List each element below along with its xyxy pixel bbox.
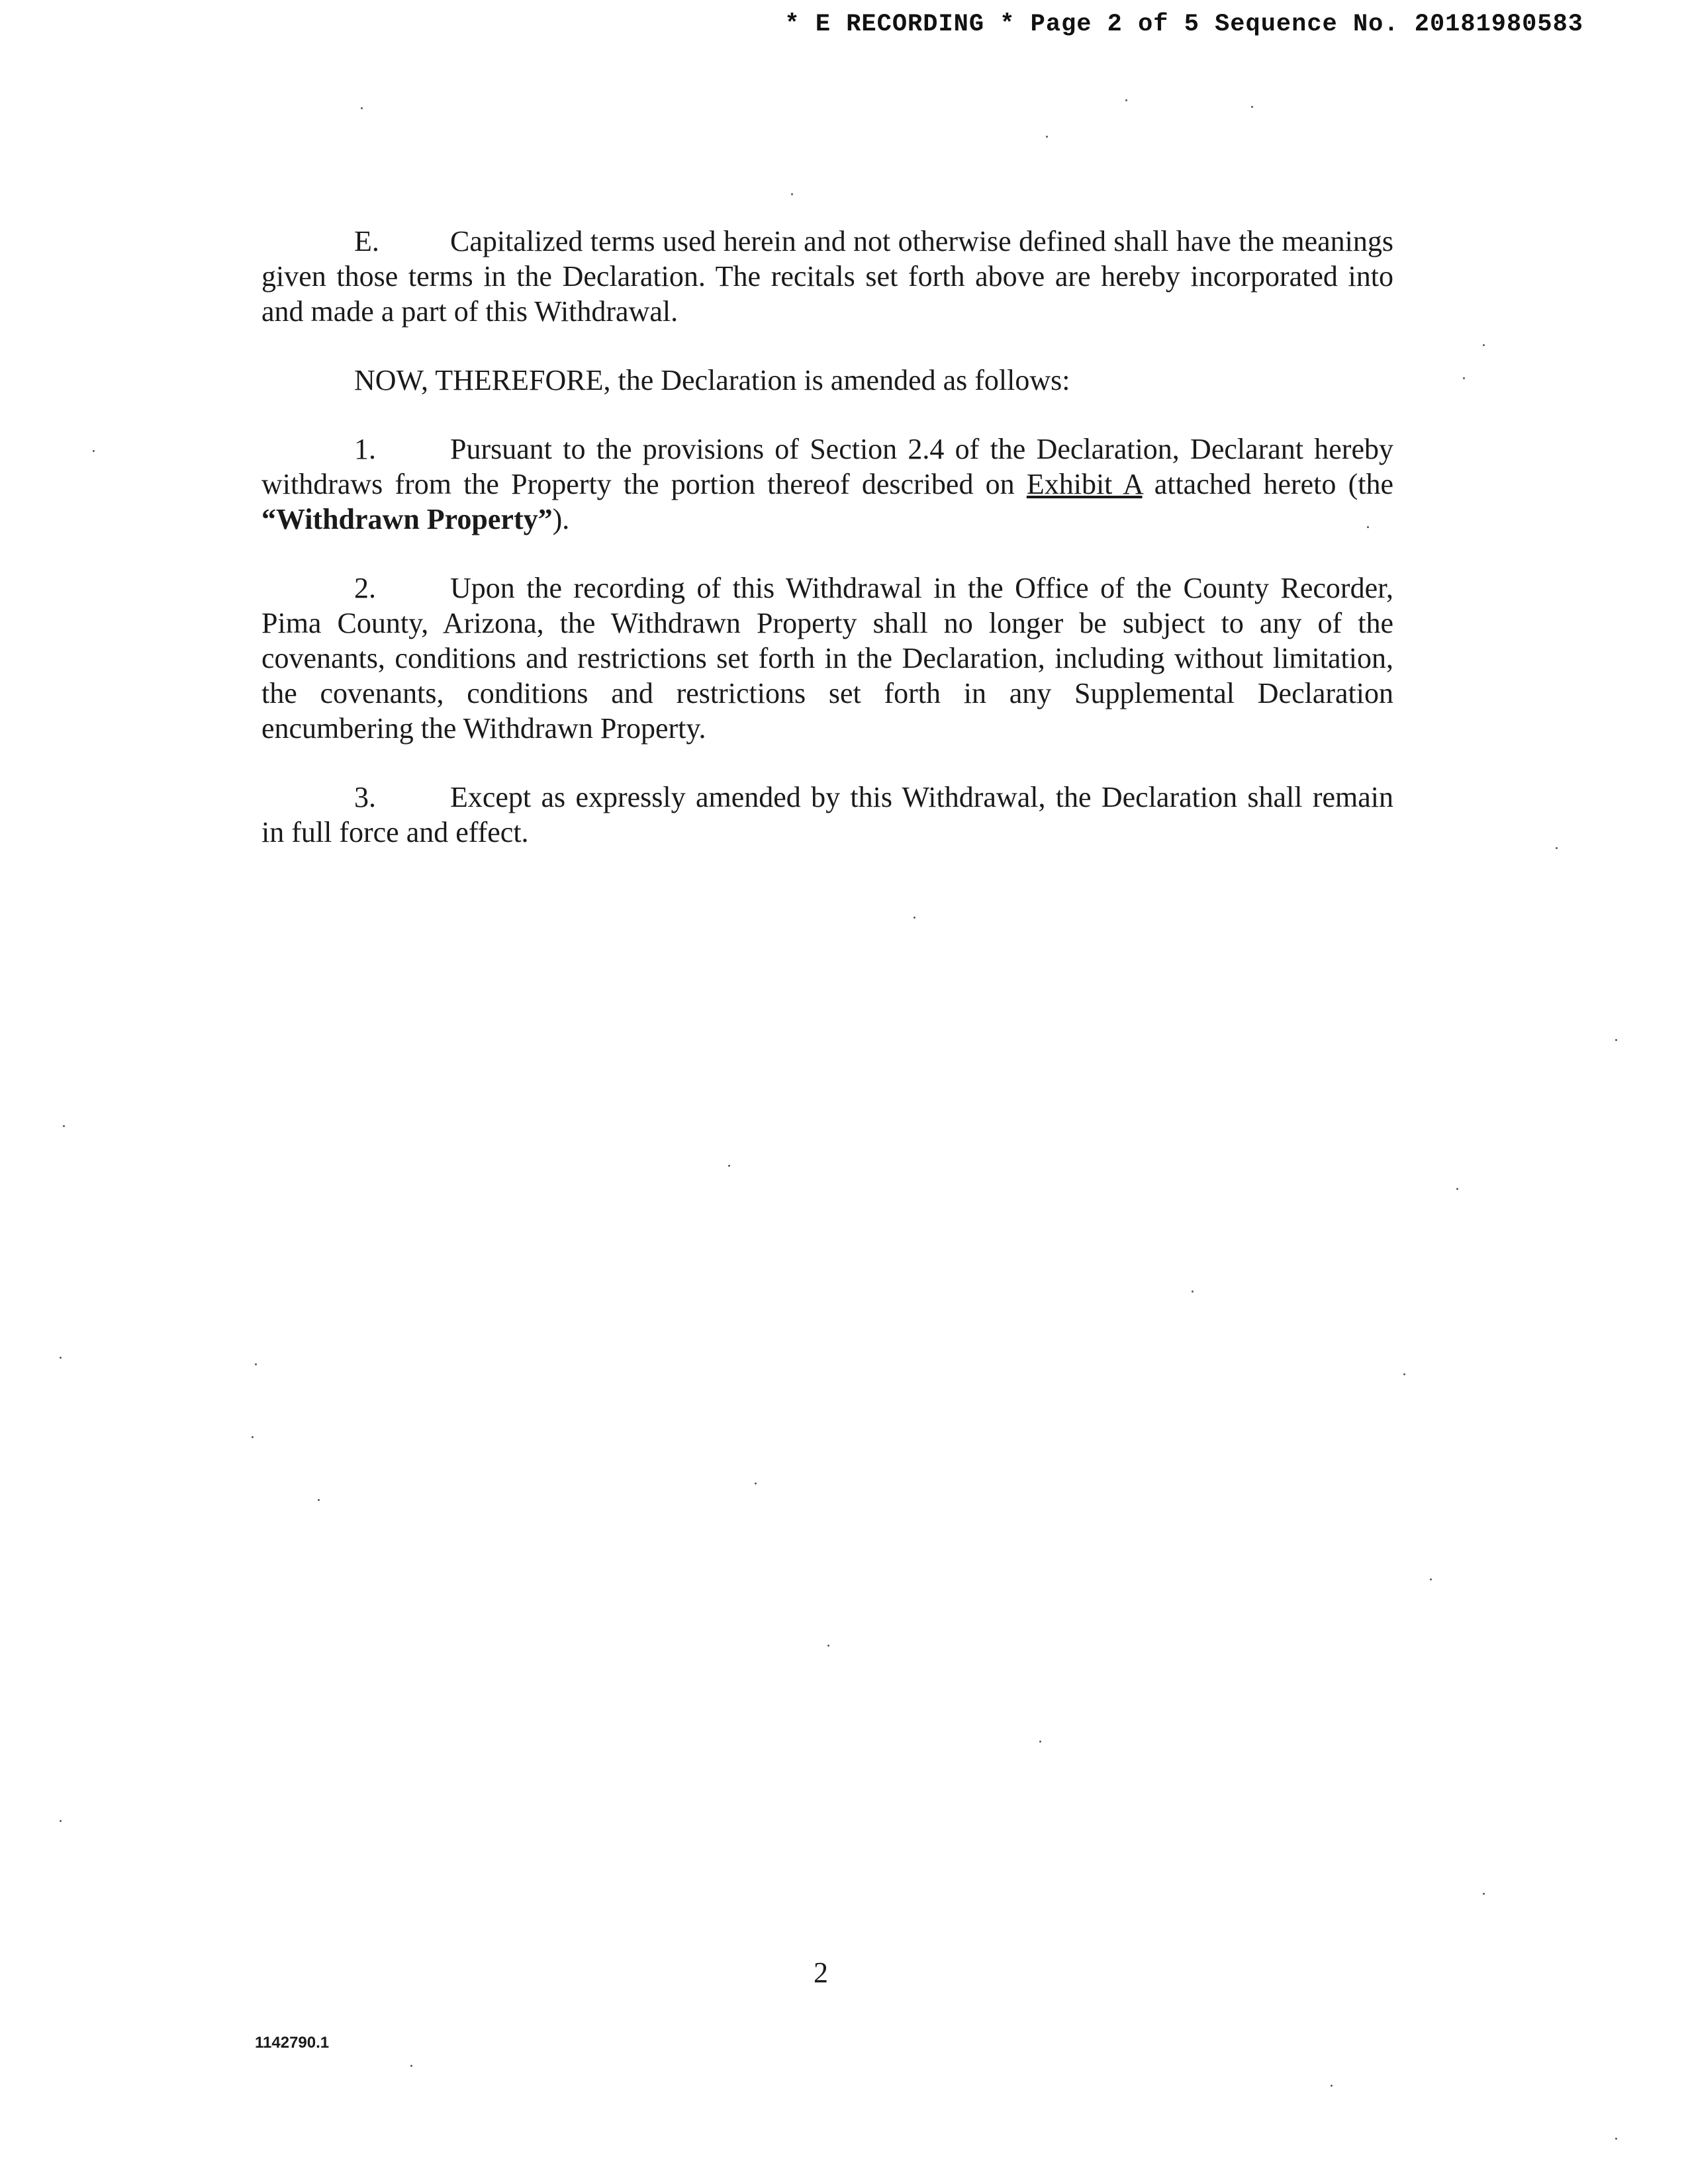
paragraph-2-label: 2. xyxy=(354,572,376,604)
scan-speck xyxy=(1483,1893,1485,1895)
page-number: 2 xyxy=(814,1956,828,1989)
scan-speck xyxy=(1039,1741,1041,1743)
scan-speck xyxy=(728,1165,730,1167)
document-body xyxy=(261,224,1393,884)
paragraph-3-text: Except as expressly amended by this Withdrawal, the Declaration shall remain in full force and effect. xyxy=(261,781,1393,848)
scan-speck xyxy=(318,1499,320,1501)
scan-speck xyxy=(1367,526,1369,528)
scan-speck xyxy=(1403,1373,1405,1375)
paragraph-2 xyxy=(261,570,1393,746)
scan-speck xyxy=(1483,344,1485,346)
amendment-intro: NOW, THEREFORE, the Declaration is amended as follows: xyxy=(354,364,1070,396)
paragraph-1 xyxy=(261,432,1393,537)
paragraph-3 xyxy=(261,780,1393,850)
scan-speck xyxy=(93,450,95,452)
scan-speck xyxy=(361,107,363,109)
scan-speck xyxy=(1456,1188,1458,1190)
scan-speck xyxy=(914,917,915,919)
scan-speck xyxy=(60,1820,62,1822)
scan-speck xyxy=(255,1363,257,1365)
withdrawn-property-term: “Withdrawn Property” xyxy=(261,503,553,535)
recording-stamp: * E RECORDING * Page 2 of 5 Sequence No. 20181980583 xyxy=(784,11,1583,38)
scan-speck xyxy=(755,1482,757,1484)
paragraph-e-label: E. xyxy=(354,225,379,257)
paragraph-1-text-after: ). xyxy=(552,503,570,535)
paragraph-e-text: Capitalized terms used herein and not otherwise defined shall have the meanings given those terms in the Declaration. The recitals set forth above are hereby incorporated into and made a part of this Withdrawal. xyxy=(261,225,1393,328)
paragraph-1-text-before: Pursuant to the provisions of Section 2.4 of the Declaration, Declarant hereby withdraws from the Property the portion thereof described on xyxy=(261,433,1393,500)
scan-speck xyxy=(791,193,793,195)
paragraph-e xyxy=(261,224,1393,329)
scan-speck xyxy=(63,1125,65,1127)
scan-speck xyxy=(1331,2085,1333,2087)
scan-speck xyxy=(1615,1039,1617,1041)
paragraph-1-label: 1. xyxy=(354,433,376,465)
document-id: 1142790.1 xyxy=(255,2034,330,2052)
scan-speck xyxy=(252,1436,254,1438)
scan-speck xyxy=(1615,2138,1617,2140)
paragraph-2-text: Upon the recording of this Withdrawal in the Office of the County Recorder, Pima County, Arizona, the Withdrawn Property shall no longer be subject to any of the covenants, conditions and restrictions set forth in the Declaration, including without limitation, the covenants, conditions and restrictions set forth in any Supplemental Declaration encumbering the Withdrawn Property. xyxy=(261,572,1393,745)
scan-speck xyxy=(827,1645,829,1647)
scan-speck xyxy=(60,1357,62,1359)
scan-speck xyxy=(1251,106,1253,108)
paragraph-3-label: 3. xyxy=(354,781,376,813)
scan-speck xyxy=(1463,377,1465,379)
paragraph-1-text-middle: attached hereto (the xyxy=(1142,468,1393,500)
exhibit-a-reference: Exhibit A xyxy=(1026,468,1143,500)
scan-speck xyxy=(1125,99,1127,101)
scan-speck xyxy=(1046,136,1048,138)
scan-speck xyxy=(1556,847,1558,849)
scan-speck xyxy=(1430,1578,1432,1580)
scan-speck xyxy=(410,2065,412,2067)
scan-speck xyxy=(1192,1291,1194,1293)
